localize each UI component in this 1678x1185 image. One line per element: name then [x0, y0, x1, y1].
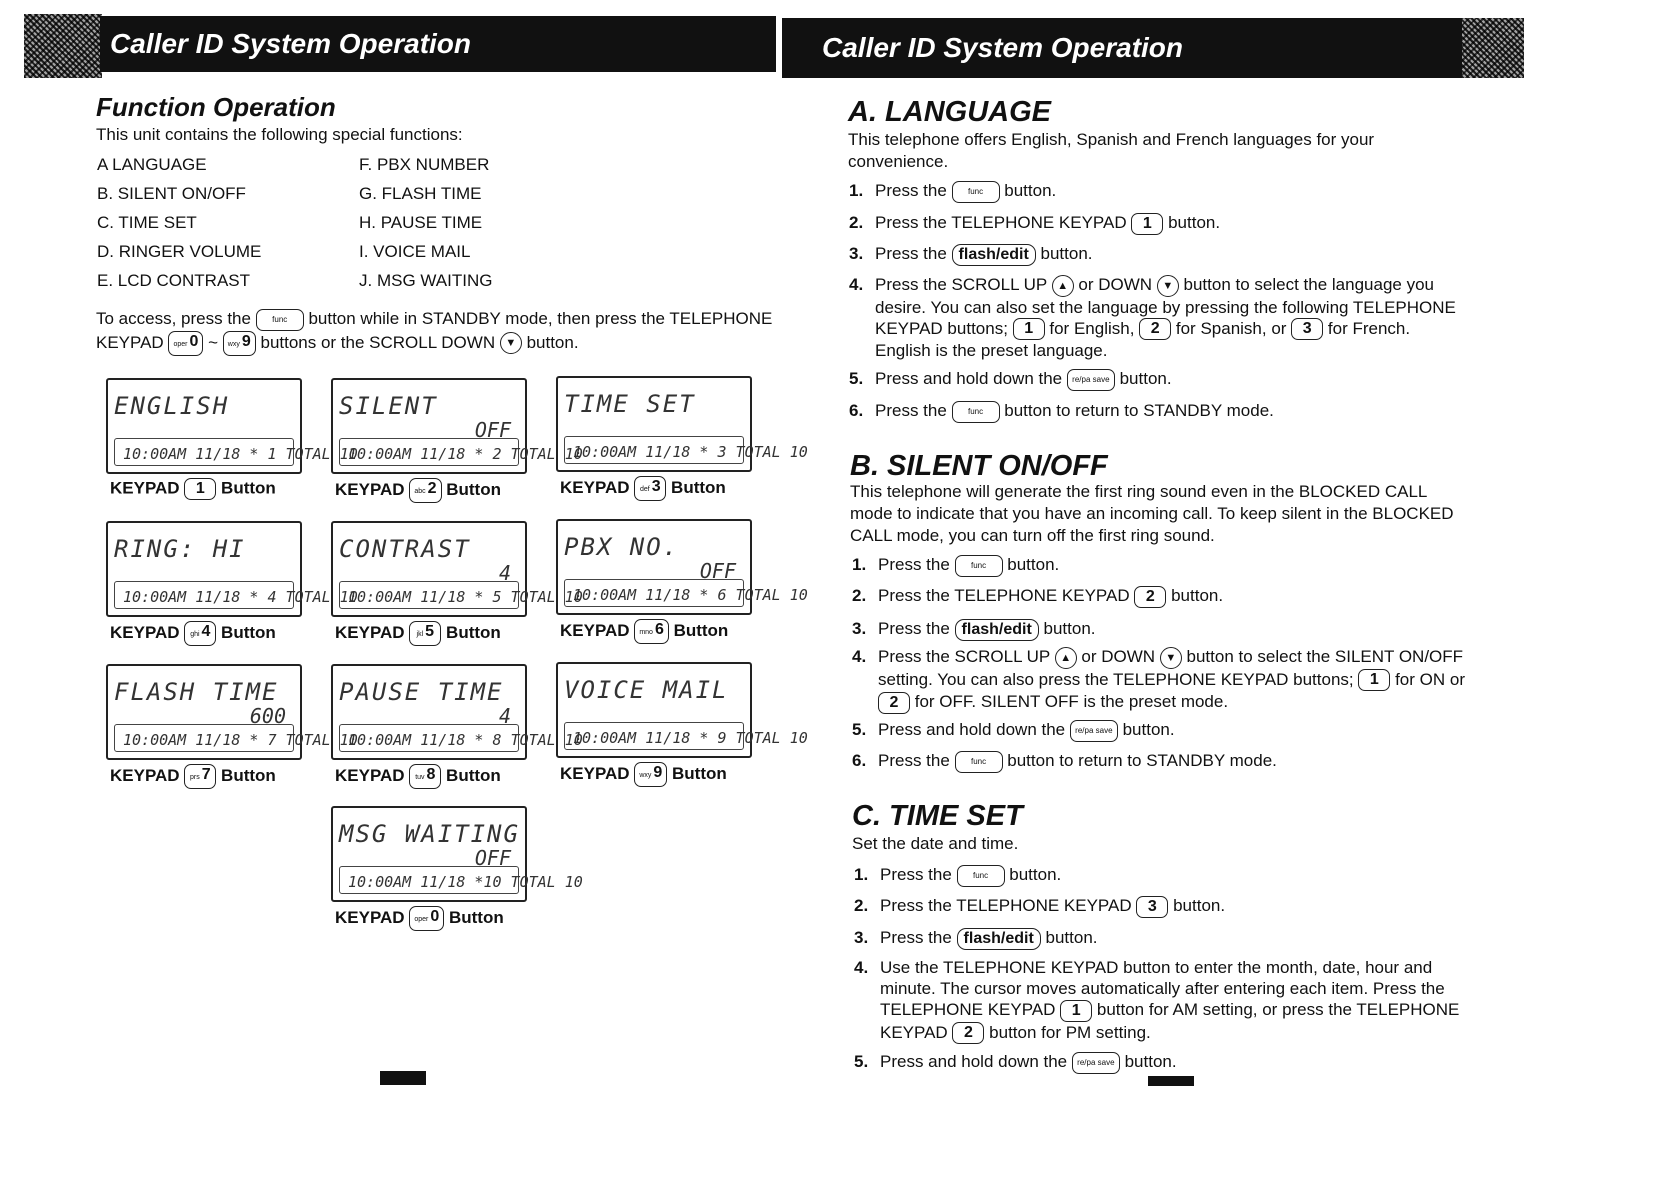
button-label: Button [444, 907, 504, 927]
instruction-step: 3. Press the flash/edit button. [875, 243, 1469, 266]
lcd-line-1: PBX NO. [564, 533, 680, 561]
section-a-title: A. LANGUAGE [848, 96, 1051, 128]
func-voicemail-key-icon: func [957, 865, 1005, 887]
lcd-line-2: OFF [474, 846, 511, 870]
function-list-item: F. PBX NUMBER [359, 155, 490, 174]
instruction-step: 1. Press the func button. [880, 864, 1472, 887]
button-label: Button [441, 765, 501, 785]
step-number: 6. [852, 751, 867, 770]
lcd-line-1: TIME SET [564, 390, 696, 418]
keypad-1-icon: 1 [184, 478, 216, 500]
step-number: 1. [854, 865, 869, 884]
instruction-step: 4. Press the SCROLL UP ▲ or DOWN ▼ button to select the SILENT ON/OFF setting. You can also press the TELEPHONE KEYPAD buttons; 1 for ON or 2 for OFF. SILENT OFF is the preset mode. [878, 646, 1470, 714]
lcd-status-text: 10:00AM 11/18 * 1 TOTAL 10 [123, 445, 358, 463]
section-b-title: B. SILENT ON/OFF [850, 450, 1108, 482]
lcd-line-1: SILENT [339, 392, 438, 420]
lcd-status-bar [564, 436, 808, 464]
lcd-status-text: 10:00AM 11/18 * 2 TOTAL 10 [348, 445, 583, 463]
right-header-texture [1462, 18, 1524, 78]
keypad-label: KEYPAD [335, 765, 410, 785]
lcd-line-2: 4 [498, 561, 511, 585]
lcd-line-1: ENGLISH [114, 392, 230, 420]
right-header-bar [782, 18, 1462, 78]
keypad-2-icon: 2 [1139, 318, 1171, 340]
step-number: 4. [849, 275, 864, 294]
step-number: 2. [852, 586, 867, 605]
scroll-down-icon: ▼ [1157, 275, 1179, 297]
step-number: 4. [854, 958, 869, 977]
lcd-screen [106, 378, 358, 474]
lcd-screen [331, 378, 583, 474]
instruction-step: 4. Press the SCROLL UP ▲ or DOWN ▼ button to select the language you desire. You can also set the language by pressing the following TELEPHONE KEYPAD buttons; 1 for English, 2 for Spanish, or 3 for French. English is the preset language. [849, 275, 1456, 361]
function-list-item: B. SILENT ON/OFF [97, 184, 246, 203]
lcd-line-2: OFF [474, 418, 511, 442]
lcd-status-bar [564, 579, 808, 607]
access-text-2: button while in STANDBY mode, then press the TELEPHONE [308, 309, 773, 328]
left-header-title: Caller ID System Operation [110, 28, 472, 59]
lcd-line-1: FLASH TIME [114, 678, 279, 706]
function-intro: This unit contains the following special functions: [96, 125, 463, 144]
instruction-step: 5. Press and hold down the re/pa save button. [875, 368, 1469, 391]
keypad-label: KEYPAD [110, 478, 185, 498]
function-operation-title: Function Operation [96, 92, 336, 122]
button-label: Button [441, 479, 501, 499]
section-b-intro: This telephone will generate the first ring sound even in the BLOCKED CALL mode to indicate that you have an incoming call. To keep silent in the BLOCKED CALL mode, you can turn off the first ring sound. [850, 482, 1454, 545]
lcd-line-1: VOICE MAIL [564, 676, 729, 704]
function-list-item: D. RINGER VOLUME [97, 242, 262, 261]
instruction-step: 1. Press the func button. [878, 554, 1470, 577]
step-number: 1. [852, 555, 867, 574]
scroll-up-icon: ▲ [1055, 647, 1077, 669]
scroll-up-icon: ▲ [1052, 275, 1074, 297]
keypad-caption [335, 906, 504, 931]
keypad-1-icon: 1 [1358, 669, 1390, 691]
lcd-screen [106, 664, 358, 760]
lcd-line-1: PAUSE TIME [339, 678, 504, 706]
keypad-2-icon: 2 [878, 692, 910, 714]
keypad-7-icon: prs 7 [184, 764, 216, 789]
keypad-label: KEYPAD [335, 622, 410, 642]
keypad-5-icon: jkl 5 [409, 621, 441, 646]
lcd-status-bar [339, 438, 583, 466]
step-number: 1. [849, 181, 864, 200]
keypad-2-icon: 2 [1134, 586, 1166, 608]
button-label: Button [668, 620, 729, 640]
keypad-9-icon: wxy 9 [223, 331, 256, 356]
keypad-label: KEYPAD [560, 763, 635, 783]
access-text-5: buttons or the SCROLL DOWN [260, 332, 496, 352]
step-number: 5. [854, 1052, 869, 1071]
keypad-6-icon: mno 6 [634, 619, 669, 644]
keypad-1-icon: 1 [1013, 318, 1045, 340]
lcd-line-1: RING: HI [114, 535, 246, 563]
button-label: Button [666, 477, 726, 497]
func-voicemail-key-icon: func [955, 751, 1003, 773]
section-c-title: C. TIME SET [852, 800, 1023, 832]
left-page-number-tab [380, 1071, 426, 1085]
keypad-caption [335, 621, 501, 646]
lcd-status-text: 10:00AM 11/18 * 6 TOTAL 10 [573, 586, 808, 604]
keypad-8-icon: tuv 8 [409, 764, 441, 789]
keypad-2-icon: 2 [952, 1022, 984, 1044]
keypad-3-icon: def 3 [634, 476, 666, 501]
instruction-step: 3. Press the flash/edit button. [880, 927, 1472, 950]
lcd-line-2: 4 [498, 704, 511, 728]
function-list-item: C. TIME SET [97, 213, 197, 232]
instruction-step: 1. Press the func button. [875, 180, 1469, 203]
left-header-bar [100, 16, 776, 72]
func-voicemail-key-icon: func [256, 309, 304, 331]
lcd-line-1: MSG WAITING [339, 820, 520, 848]
access-text-6: button. [526, 332, 579, 352]
function-list-item: A LANGUAGE [97, 155, 207, 174]
keypad-4-icon: ghi 4 [184, 621, 216, 646]
keypad-label: KEYPAD [560, 620, 635, 640]
lcd-screen [331, 521, 583, 617]
keypad-1-icon: 1 [1131, 213, 1163, 235]
lcd-line-2: 600 [249, 704, 286, 728]
repa-save-key-icon: re/pa save [1067, 369, 1115, 391]
keypad-caption [560, 619, 728, 644]
step-number: 6. [849, 401, 864, 420]
scroll-down-icon: ▼ [1160, 647, 1182, 669]
func-voicemail-key-icon: func [952, 181, 1000, 203]
section-a-intro: This telephone offers English, Spanish and French languages for your convenience. [848, 130, 1375, 171]
lcd-screen [331, 806, 583, 902]
access-text-1: To access, press the [96, 309, 251, 328]
keypad-3-icon: 3 [1136, 896, 1168, 918]
lcd-status-text: 10:00AM 11/18 * 8 TOTAL 10 [348, 731, 583, 749]
function-list-item: E. LCD CONTRAST [97, 271, 251, 290]
function-list-item: J. MSG WAITING [359, 271, 493, 290]
scroll-down-icon: ▼ [500, 332, 522, 354]
instruction-step: 4. Use the TELEPHONE KEYPAD button to enter the month, date, hour and minute. The cursor moves automatically after entering each item. Press the TELEPHONE KEYPAD 1 button for AM setting, or press the TELEPHONE KEYPAD 2 button for PM setting. [880, 957, 1472, 1044]
lcd-status-text: 10:00AM 11/18 * 5 TOTAL 10 [348, 588, 583, 606]
func-voicemail-key-icon: func [952, 401, 1000, 423]
keypad-label: KEYPAD [335, 479, 410, 499]
lcd-status-text: 10:00AM 11/18 * 7 TOTAL 10 [123, 731, 358, 749]
access-text-3: KEYPAD [96, 332, 164, 352]
step-number: 5. [852, 720, 867, 739]
keypad-label: KEYPAD [335, 907, 410, 927]
button-label: Button [216, 622, 276, 642]
lcd-screen [556, 662, 808, 758]
lcd-status-text: 10:00AM 11/18 *10 TOTAL 10 [348, 873, 583, 891]
keypad-caption [110, 478, 276, 500]
repa-save-key-icon: re/pa save [1072, 1052, 1120, 1074]
keypad-caption [110, 621, 276, 646]
function-list-item: G. FLASH TIME [359, 184, 482, 203]
lcd-screen [556, 519, 808, 615]
lcd-status-bar [339, 866, 583, 894]
instruction-step: 5. Press and hold down the re/pa save button. [878, 719, 1470, 742]
keypad-caption [560, 762, 727, 787]
keypad-label: KEYPAD [110, 622, 185, 642]
keypad-caption [110, 764, 276, 789]
lcd-screen [106, 521, 358, 617]
instruction-step: 6. Press the func button to return to STANDBY mode. [875, 400, 1469, 423]
left-header-texture [24, 14, 102, 78]
lcd-status-bar [114, 581, 358, 609]
lcd-screen [556, 376, 808, 472]
lcd-line-1: CONTRAST [339, 535, 471, 563]
instruction-step: 2. Press the TELEPHONE KEYPAD 3 button. [880, 895, 1472, 918]
keypad-label: KEYPAD [560, 477, 635, 497]
right-page-number-tab [1148, 1076, 1194, 1086]
lcd-status-bar [114, 724, 358, 752]
instruction-step: 6. Press the func button to return to STANDBY mode. [878, 750, 1470, 773]
lcd-status-text: 10:00AM 11/18 * 3 TOTAL 10 [573, 443, 808, 461]
step-number: 2. [854, 896, 869, 915]
step-number: 5. [849, 369, 864, 388]
lcd-status-bar [339, 581, 583, 609]
keypad-caption [335, 764, 501, 789]
keypad-caption [335, 478, 501, 503]
lcd-status-bar [564, 722, 808, 750]
keypad-9-icon: wxy 9 [634, 762, 667, 787]
keypad-caption [560, 476, 726, 501]
lcd-status-text: 10:00AM 11/18 * 4 TOTAL 10 [123, 588, 358, 606]
keypad-label: KEYPAD [110, 765, 185, 785]
keypad-3-icon: 3 [1291, 318, 1323, 340]
keypad-0-icon: oper 0 [168, 331, 203, 356]
step-number: 3. [849, 244, 864, 263]
right-header-title: Caller ID System Operation [822, 32, 1184, 63]
instruction-step: 5. Press and hold down the re/pa save button. [880, 1051, 1472, 1074]
keypad-2-icon: abc 2 [409, 478, 441, 503]
step-number: 4. [852, 647, 867, 666]
repa-save-key-icon: re/pa save [1070, 720, 1118, 742]
step-number: 2. [849, 213, 864, 232]
keypad-0-icon: oper 0 [409, 906, 444, 931]
step-number: 3. [852, 619, 867, 638]
instruction-step: 2. Press the TELEPHONE KEYPAD 1 button. [875, 212, 1469, 235]
function-list-item: I. VOICE MAIL [359, 242, 471, 261]
function-list-item: H. PAUSE TIME [359, 213, 483, 232]
button-label: Button [441, 622, 501, 642]
section-c-intro: Set the date and time. [852, 834, 1019, 853]
instruction-step: 3. Press the flash/edit button. [878, 618, 1470, 641]
lcd-status-bar [339, 724, 583, 752]
access-instructions [96, 308, 776, 356]
keypad-1-icon: 1 [1060, 1000, 1092, 1022]
button-label: Button [667, 763, 727, 783]
lcd-status-bar [114, 438, 358, 466]
step-number: 3. [854, 928, 869, 947]
lcd-status-text: 10:00AM 11/18 * 9 TOTAL 10 [573, 729, 808, 747]
access-text-4: ~ [208, 332, 219, 352]
lcd-screen [331, 664, 583, 760]
button-label: Button [216, 765, 276, 785]
flash-edit-key-icon: flash/edit [957, 928, 1041, 950]
lcd-line-2: OFF [699, 559, 736, 583]
func-voicemail-key-icon: func [955, 555, 1003, 577]
flash-edit-key-icon: flash/edit [955, 619, 1039, 641]
instruction-step: 2. Press the TELEPHONE KEYPAD 2 button. [878, 585, 1470, 608]
button-label: Button [216, 478, 276, 498]
flash-edit-key-icon: flash/edit [952, 244, 1036, 266]
